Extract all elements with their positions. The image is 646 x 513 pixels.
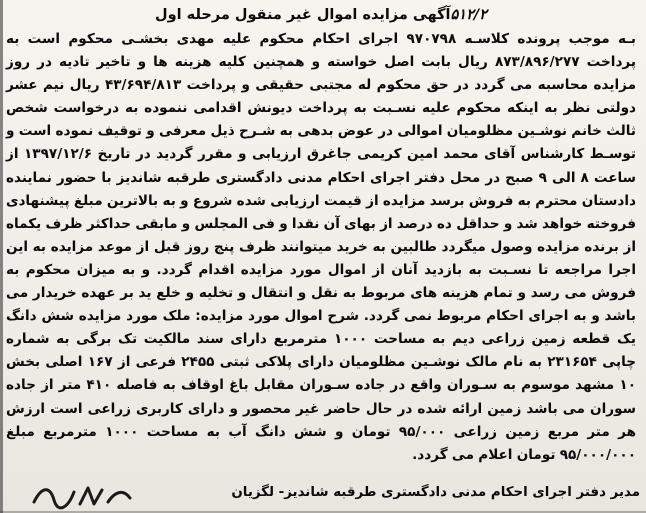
notice-number: ۵۱۲/۲ [450,7,487,23]
notice-signatory: مدیر دفتر اجرای احکام مدنی دادگستری طرقبه شاندیز- لگزیان [231,485,640,500]
auction-notice [6,4,636,484]
handwritten-signature-icon [28,478,138,512]
scan-edge-left [0,0,3,513]
notice-title [6,4,636,26]
notice-title-text: آگهی مزایده اموال غیر منقول مرحله اول [155,7,451,23]
notice-body: بـه موجب پرونده کلاسـه ۹۷۰۷۹۸ اجرای احکام محکوم علیه مهدی بخشـی محکوم است به پرداخت ۸۷۳/۸۹۶/۲۷۷ ریال بابت اصل خواسته و همچنین کلیه هزینه ها و تاخیر تادیه در روز مزایده محاسبه می گردد در حق محکوم له مجتبی حقیقی و پرداخت ۴۳/۶۹۴/۸۱۳ ریال نیم عشر دولتی نظر به اینکه محکوم علیه نسـبت به پرداخت دیونش اقدامی ننموده به درخواست شخص ثالث خانم نوشـین مظلومیان اموالی در عوض بدهی به شـرح ذیل معرفی و توقیف نموده است و توسـط کارشناس آقای محمد امین کریمی جاغرق ارزیابی و مقرر گردید در تاریخ ۱۳۹۷/۱۲/۶ از ساعت ۸ الی ۹ صبح در محل دفتر اجرای احکام مدنی دادگستری طرقبه شاندیز با حضور نماینده دادستان محترم به فروش برسد مزایده از قیمت ارزیابی شده شروع و به بالاترین مبلغ پیشنهادی فروخته خواهد شد و حداقل ده درصد از بهای آن نقدا و فی المجلس و مابقی حداکثر ظرف یکماه از برنده مزایده وصول میگردد طالبین به خرید میتوانند ظرف پنج روز قبل از موعد مزایده به این اجرا مراجعه تا نسـبت به بازدید آنان از اموال مورد مزایده اقدام گردد. و به میزان محکوم به فروش می رسد و تمام هزینه های مربوط به نقل و انتقال و تخلیه و خلع ید بر عهده خریدار می باشد و به اجرای احکام مربوط نمی گردد. شرح اموال مورد مزایده: ملک مورد مزایده شش دانگ یک قطعه زمین زراعی دیم به مساحت ۱۰۰۰ مترمربع دارای سند مالکیت تک برگی به شماره چاپی ۲۳۱۶۵۴ به نام مالک نوشـین مظلومیان دارای پلاکی ثبتی ۲۴۵۵ فرعی از ۱۶۷ اصلی بخش ۱۰ مشهد موسوم به سـوران واقع در جاده سـوران مقابل باغ اوقاف به فاصله ۴۱۰ متر از جاده سوران می باشد زمین ارائه شده در حال حاضر غیر محصور و دارای کاربری زراعی است ارزش هر متر مربع زمین زراعی ۹۵/۰۰۰ تومان و شش دانگ آب به مساحت ۱۰۰۰ مترمربع مبلغ ۹۵/۰۰۰/۰۰۰ تومان اعلام می گردد. [6,31,637,463]
